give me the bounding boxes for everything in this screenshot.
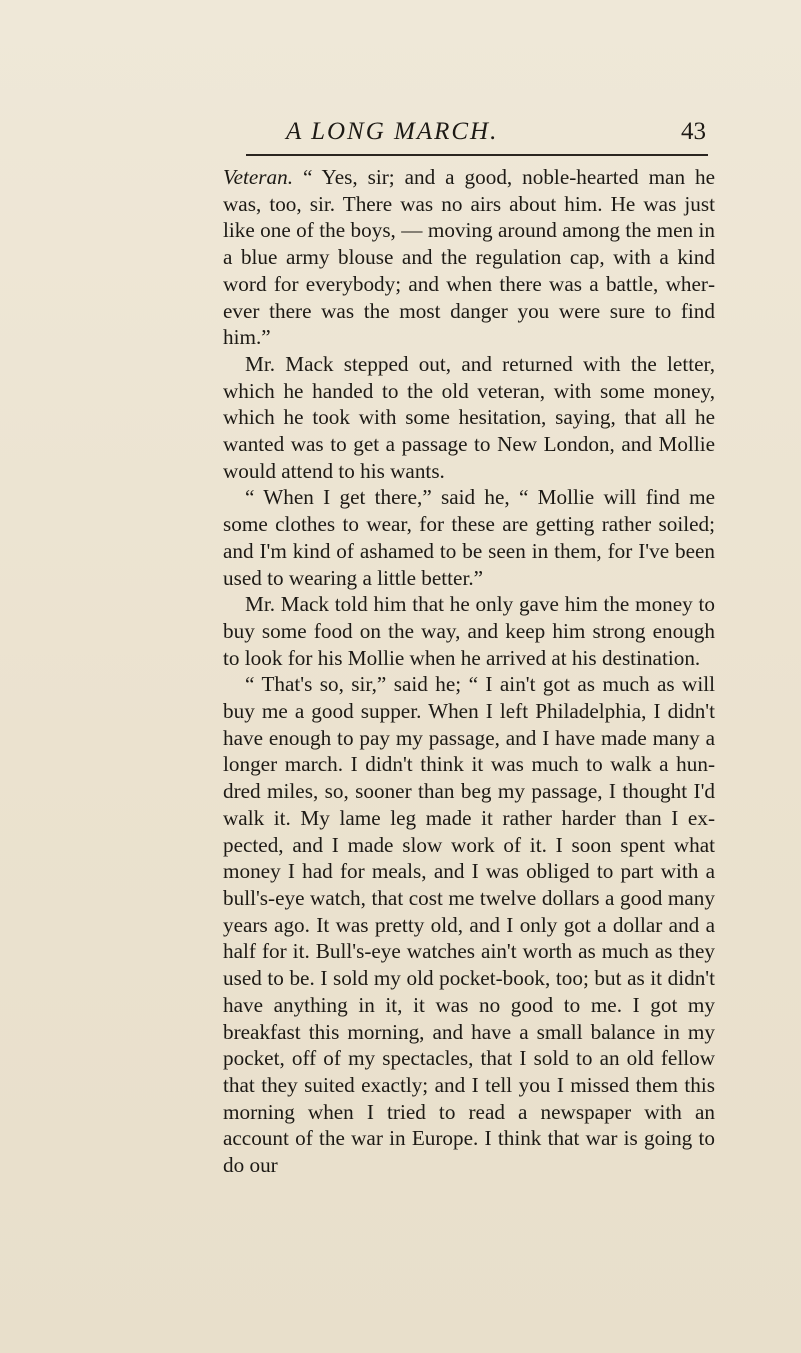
running-title: A LONG MARCH. <box>286 118 499 145</box>
page-header <box>246 114 706 154</box>
paragraph-text: “ Yes, sir; and a good, noble-hearted man he was, too, sir. There was no airs about him. He was just like one of the boys, — moving around among the men in a blue army blouse and the regulation cap, with a kind word for everybody; and when there was a battle, wherever there was the most danger you were sure to find him.” <box>223 165 715 350</box>
body-text <box>223 164 715 1179</box>
paragraph-1 <box>223 164 715 351</box>
page-number: 43 <box>681 118 706 145</box>
paragraph-5: “ That's so, sir,” said he; “ I ain't got as much as will buy me a good supper. When I left Philadelphia, I didn't have enough to pay my passage, and I have made many a longer march. I didn't think it was much to walk a hundred miles, so, sooner than beg my passage, I thought I'd walk it. My lame leg made it rather harder than I expected, and I made slow work of it. I soon spent what money I had for meals, and I was obliged to part with a bull's-eye watch, that cost me twelve dollars a good many years ago. It was pretty old, and I only got a dollar and a half for it. Bull's-eye watches ain't worth as much as they used to be. I sold my old pocket-book, too; but as it didn't have anything in it, it was no good to me. I got my breakfast this morning, and have a small balance in my pocket, off of my spectacles, that I sold to an old fellow that they suited exactly; and I tell you I missed them this morning when I tried to read a newspaper with an account of the war in Europe. I think that war is going to do our <box>223 672 715 1178</box>
paragraph-3: “ When I get there,” said he, “ Mollie will find me some clothes to wear, for these are getting rather soiled; and I'm kind of ashamed to be seen in them, for I've been used to wearing a little better.” <box>223 485 715 590</box>
paragraph-2: Mr. Mack stepped out, and returned with the letter, which he handed to the old veteran, with some money, which he took with some hesitation, saying, that all he wanted was to get a passage to New London, and Mollie would attend to his wants. <box>223 351 715 483</box>
header-rule <box>246 154 708 156</box>
paragraph-4: Mr. Mack told him that he only gave him the money to buy some food on the way, and keep him strong enough to look for his Mollie when he arrived at his destination. <box>223 592 715 670</box>
speaker-label: Veteran. <box>223 165 294 189</box>
